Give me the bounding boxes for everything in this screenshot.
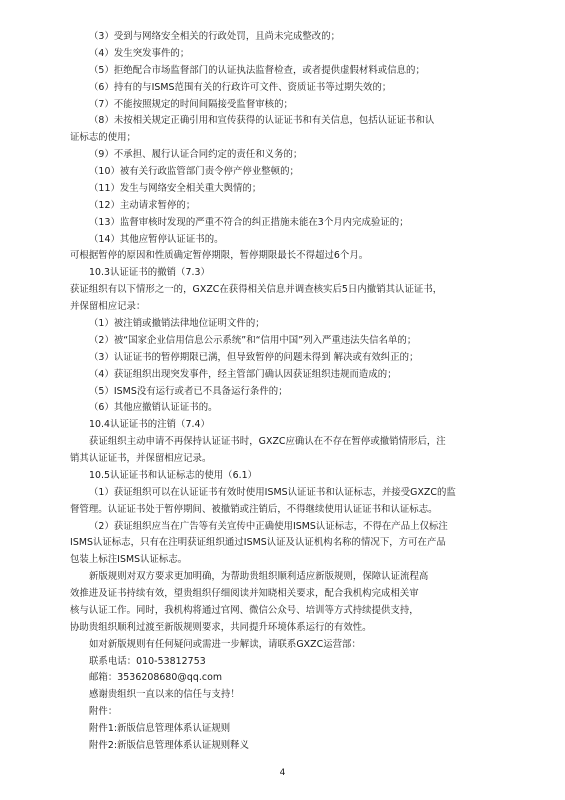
text-line: （2）被“国家企业信用信息公示系统”和“信用中国”列入严重违法失信名单的；: [89, 335, 417, 346]
text-line: 证标志的使用；: [70, 132, 136, 143]
text-line: 感谢贵组织一直以来的信任与支持！: [89, 689, 240, 700]
text-line: 10.5认证证书和认证标志的使用（6.1）: [89, 470, 258, 481]
text-line: （4）发生突发事件的；: [89, 48, 190, 59]
text-line: （2）获证组织应当在广告等有关宣传中正确使用ISMS认证标志，不得在产品上仅标注: [89, 521, 448, 532]
text-line: （13）监督审核时发现的严重不符合的纠正措施未能在3个月内完成验证的；: [89, 217, 409, 228]
text-line: （6）其他应撤销认证证书的。: [89, 402, 218, 413]
text-line: 督管理。认证证书处于暂停期间、被撤销或注销后，不得继续使用认证证书和认证标志。: [70, 504, 438, 515]
text-line: 附件1:新版信息管理体系认证规则: [89, 723, 231, 734]
text-line: 核与认证工作。同时，我机构将通过官网、微信公众号、培训等方式持续提供支持，: [70, 605, 419, 616]
text-line: ISMS认证标志，只有在注明获证组织通过ISMS认证及认证机构名称的情况下，方可在产品: [70, 537, 446, 548]
text-line: 协助贵组织顺利过渡至新版规则要求，共同提升环境体系运行的有效性。: [70, 622, 372, 633]
text-line: 新版规则对双方要求更加明确，为帮助贵组织顺利适应新版规则，保障认证流程高: [89, 571, 429, 582]
text-line: 附件：: [89, 706, 118, 717]
text-line: （6）持有的与ISMS范围有关的行政许可文件、资质证书等过期失效的；: [89, 82, 392, 93]
text-line: （10）被有关行政监管部门责令停产停业整顿的；: [89, 166, 299, 177]
text-line: 销其认证证书，并保留相应记录。: [70, 453, 212, 464]
text-line: 包装上标注ISMS认证标志。: [70, 554, 188, 565]
page-number: 4: [279, 768, 286, 778]
text-line: （5）ISMS没有运行或者已不具备运行条件的；: [89, 386, 288, 397]
text-line: 10.3认证证书的撤销（7.3）: [89, 267, 210, 278]
text-line: （12）主动请求暂停的；: [89, 200, 196, 211]
text-line: 联系电话：010-53812753: [89, 656, 206, 667]
text-line: （11）发生与网络安全相关重大舆情的；: [89, 183, 262, 194]
text-line: 如对新版规则有任何疑问或需进一步解读，请联系GXZC运营部：: [89, 639, 361, 650]
text-line: 获证组织主动申请不再保持认证证书时，GXZC应确认在不存在暂停或撤销情形后，注: [89, 436, 446, 447]
text-line: （14）其他应暂停认证证书的。: [89, 234, 224, 245]
text-line: 附件2:新版信息管理体系认证规则释义: [89, 740, 250, 751]
text-line: （1）获证组织可以在认证证书有效时使用ISMS认证证书和认证标志，并接受GXZC的监: [89, 487, 456, 498]
text-line: （7）不能按照规定的时间间隔接受监督审核的；: [89, 99, 293, 110]
text-line: 效推进及证书持续有效，望贵组织仔细阅读并知晓相关要求，配合我机构完成相关审: [70, 588, 419, 599]
text-line: （4）获证组织出现突发事件，经主管部门确认因获证组织违规而造成的；: [89, 369, 397, 380]
text-line: （9）不承担、履行认证合同约定的责任和义务的；: [89, 149, 303, 160]
text-line: 10.4认证证书的注销（7.4）: [89, 419, 210, 430]
text-line: 可根据暂停的原因和性质确定暂停期限，暂停期限最长不得超过6个月。: [70, 250, 369, 261]
text-line: （3）受到与网络安全相关的行政处罚，且尚未完成整改的；: [89, 31, 341, 42]
text-line: （1）被注销或撤销法律地位证明文件的；: [89, 318, 265, 329]
text-line: 获证组织有以下情形之一的，GXZC在获得相关信息并调查核实后5日内撤销其认证证书，: [70, 284, 443, 295]
text-line: 邮箱：3536208680@qq.com: [89, 672, 223, 683]
text-line: 并保留相应记录：: [70, 301, 146, 312]
text-line: （8）未按相关规定正确引用和宣传获得的认证证书和有关信息，包括认证证书和认: [89, 115, 435, 126]
text-line: （5）拒绝配合市场监督部门的认证执法监督检查，或者提供虚假材料或信息的；: [89, 65, 425, 76]
text-line: （3）认证证书的暂停期限已满，但导致暂停的问题未得到 解决或有效纠正的；: [89, 352, 419, 363]
